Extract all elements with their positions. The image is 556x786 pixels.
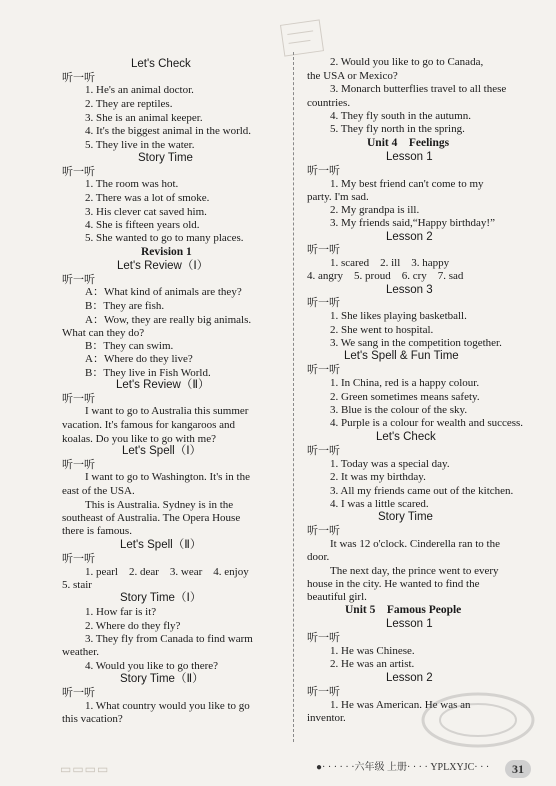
watermark-logo [418, 690, 538, 750]
answer-line: 1. In China, red is a happy colour. [330, 377, 480, 389]
answer-line: 4. Would you like to go there? [85, 660, 219, 672]
answer-line: 2. My grandpa is ill. [330, 204, 420, 216]
answer-line: 5. They fly north in the spring. [330, 123, 465, 135]
answer-line: 5. stair [62, 579, 92, 591]
answer-line: 2. Would you like to go to Canada, [330, 56, 484, 68]
answer-line: 3. My friends said,“Happy birthday!” [330, 217, 495, 229]
listen-label: 听一听 [62, 553, 95, 565]
heading-review-2: Let's Review（Ⅱ） [116, 379, 210, 391]
answer-line: 1. He's an animal doctor. [85, 84, 194, 96]
answer-line: 4. Purple is a colour for wealth and success. [330, 417, 524, 429]
answer-line: 3. They fly from Canada to find warm [85, 633, 253, 645]
answer-line: 1. The room was hot. [85, 178, 179, 190]
heading-story-2: Story Time（Ⅱ） [120, 673, 204, 685]
paragraph-line: This is Australia. Sydney is in the [85, 499, 234, 511]
stamp-mark [280, 19, 324, 56]
answer-line: 4. It's the biggest animal in the world. [85, 125, 252, 137]
answer-line: 3. All my friends came out of the kitchen. [330, 485, 514, 497]
answer-line: 1. She likes playing basketball. [330, 310, 467, 322]
listen-label: 听一听 [307, 632, 340, 644]
answer-line: 3. His clever cat saved him. [85, 206, 207, 218]
answer-line: 2. Green sometimes means safety. [330, 391, 480, 403]
answer-line: 2. It was my birthday. [330, 471, 426, 483]
paragraph-line: there is famous. [62, 525, 132, 537]
paragraph-line: house in the city. He wanted to find the [307, 578, 480, 590]
answer-line: 1. What country would you like to go [85, 700, 250, 712]
listen-label: 听一听 [307, 686, 340, 698]
dialogue-line: B：They can swim. [85, 340, 174, 352]
answer-line: party. I'm sad. [307, 191, 369, 203]
listen-label: 听一听 [307, 525, 340, 537]
answer-line: 4. She is fifteen years old. [85, 219, 200, 231]
dialogue-line: What can they do? [62, 327, 145, 339]
paragraph-line: It was 12 o'clock. Cinderella ran to the [330, 538, 500, 550]
listen-label: 听一听 [62, 393, 95, 405]
heading-lesson-3: Lesson 3 [386, 284, 433, 296]
listen-label: 听一听 [62, 72, 95, 84]
answer-line: 3. Blue is the colour of the sky. [330, 404, 468, 416]
heading-review-1: Let's Review（Ⅰ） [117, 260, 209, 272]
answer-line: 2. There was a lot of smoke. [85, 192, 210, 204]
listen-label: 听一听 [62, 687, 95, 699]
answer-line: weather. [62, 646, 99, 658]
answer-line: 1. How far is it? [85, 606, 157, 618]
heading-lesson-2: Lesson 2 [386, 231, 433, 243]
answer-line: the USA or Mexico? [307, 70, 398, 82]
column-divider [293, 52, 294, 742]
answer-line: 1. He was American. He was an [330, 699, 471, 711]
paragraph-line: vacation. It's famous for kangaroos and [62, 419, 236, 431]
heading-spell-2: Let's Spell（Ⅱ） [120, 539, 202, 551]
heading-u5-lesson-2: Lesson 2 [386, 672, 433, 684]
heading-spell-1: Let's Spell（Ⅰ） [122, 445, 202, 457]
heading-lesson-1: Lesson 1 [386, 151, 433, 163]
heading-unit-5: Unit 5 Famous People [345, 604, 462, 616]
answer-line: 3. She is an animal keeper. [85, 112, 203, 124]
answer-line: 1. Today was a special day. [330, 458, 450, 470]
paragraph-line: east of the USA. [62, 485, 135, 497]
answer-line: 1. scared 2. ill 3. happy [330, 257, 450, 269]
answer-line: 3. We sang in the competition together. [330, 337, 502, 349]
heading-revision: Revision 1 [141, 246, 192, 258]
heading-u5-lesson-1: Lesson 1 [386, 618, 433, 630]
listen-label: 听一听 [62, 274, 95, 286]
listen-label: 听一听 [307, 364, 340, 376]
answer-line: 1. My best friend can't come to my [330, 178, 484, 190]
paragraph-line: The next day, the prince went to every [330, 565, 499, 577]
dialogue-line: A：Where do they live? [85, 353, 193, 365]
answer-line: 4. They fly south in the autumn. [330, 110, 471, 122]
page-number: 31 [505, 760, 531, 778]
paragraph-line: koalas. Do you like to go with me? [62, 433, 216, 445]
dialogue-line: B：They live in Fish World. [85, 367, 211, 379]
heading-lets-check-2: Let's Check [376, 431, 436, 443]
paragraph-line: beautiful girl. [307, 591, 367, 603]
answer-line: 2. He was an artist. [330, 658, 415, 670]
listen-label: 听一听 [307, 445, 340, 457]
answer-line: 5. They live in the water. [85, 139, 195, 151]
answer-line: 4. angry 5. proud 6. cry 7. sad [307, 270, 464, 282]
heading-lets-check: Let's Check [131, 58, 191, 70]
answer-line: 4. I was a little scared. [330, 498, 429, 510]
brand-mark: ▭▭▭▭ [60, 762, 110, 776]
answer-line: 1. pearl 2. dear 3. wear 4. enjoy [85, 566, 249, 578]
paragraph-line: I want to go to Australia this summer [85, 405, 249, 417]
dialogue-line: A：Wow, they are really big animals. [85, 314, 252, 326]
dialogue-line: B：They are fish. [85, 300, 165, 312]
listen-label: 听一听 [307, 244, 340, 256]
heading-unit-4: Unit 4 Feelings [367, 137, 450, 149]
listen-label: 听一听 [62, 166, 95, 178]
listen-label: 听一听 [62, 459, 95, 471]
answer-line: this vacation? [62, 713, 123, 725]
heading-spell-fun-time: Let's Spell & Fun Time [344, 350, 459, 362]
answer-line: 2. She went to hospital. [330, 324, 434, 336]
answer-line: 5. She wanted to go to many places. [85, 232, 244, 244]
answer-line: 2. They are reptiles. [85, 98, 173, 110]
answer-line: inventor. [307, 712, 346, 724]
paragraph-line: door. [307, 551, 330, 563]
answer-line: countries. [307, 97, 351, 109]
paragraph-line: southeast of Australia. The Opera House [62, 512, 241, 524]
footer-grade-text: ●· · · · · ·六年级 上册· · · · YPLXYJC· · · [316, 762, 490, 773]
heading-story-time: Story Time [138, 152, 193, 164]
answer-line: 3. Monarch butterflies travel to all these [330, 83, 507, 95]
answer-line: 1. He was Chinese. [330, 645, 415, 657]
paragraph-line: I want to go to Washington. It's in the [85, 471, 250, 483]
answer-line: 2. Where do they fly? [85, 620, 181, 632]
dialogue-line: A：What kind of animals are they? [85, 286, 242, 298]
heading-story-1: Story Time（Ⅰ） [120, 592, 202, 604]
heading-story-time-2: Story Time [378, 511, 433, 523]
listen-label: 听一听 [307, 165, 340, 177]
listen-label: 听一听 [307, 297, 340, 309]
